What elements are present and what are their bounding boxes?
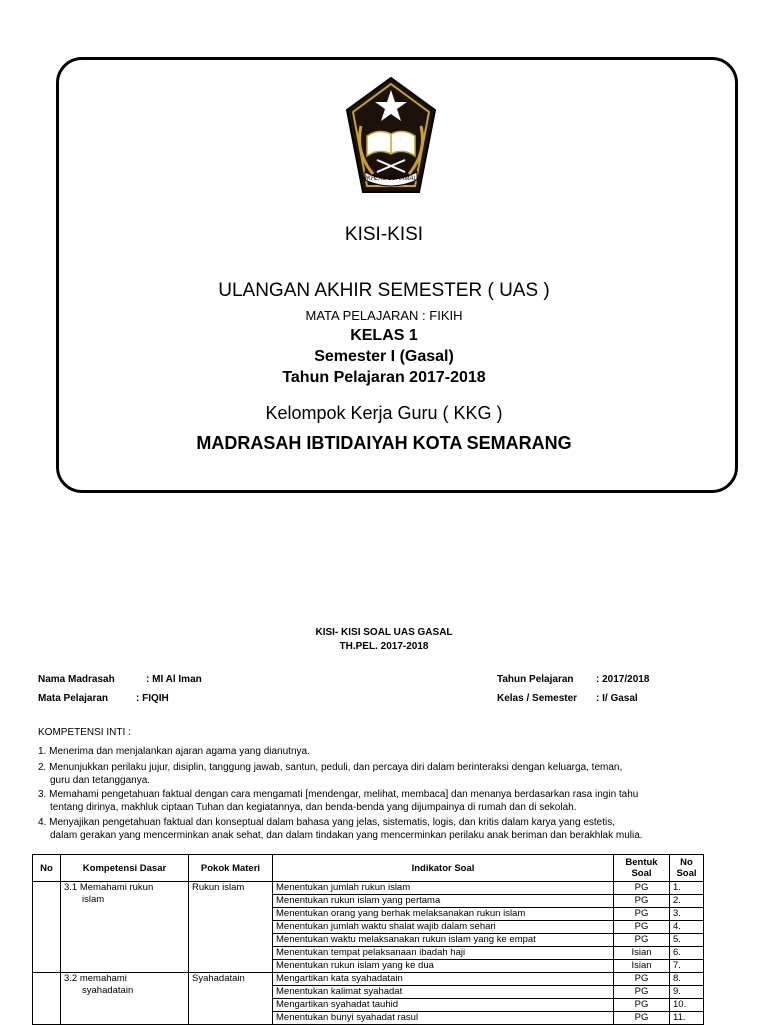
table-row	[33, 973, 704, 986]
bentuk-cell: PG	[614, 1012, 670, 1025]
bentuk-cell: PG	[614, 986, 670, 999]
table-header-row	[33, 855, 704, 882]
kd-cell: 3.1 Memahami rukun islam	[61, 882, 189, 973]
nosoal-cell: 2.	[670, 895, 704, 908]
row-no-cell	[33, 973, 61, 1025]
nosoal-cell: 4.	[670, 921, 704, 934]
ministry-emblem	[343, 74, 439, 194]
emblem-motto: IKHLAS BERAMAL	[365, 176, 417, 182]
kisi-table	[32, 854, 704, 1025]
cover-subject: MATA PELAJARAN : FIKIH	[305, 308, 463, 323]
indikator-cell: Menentukan kalimat syahadat	[273, 986, 614, 999]
cover-title: KISI-KISI	[344, 224, 424, 245]
col-no: No	[33, 855, 61, 882]
bentuk-cell: PG	[614, 921, 670, 934]
ki-heading: KOMPETENSI INTI :	[38, 727, 131, 738]
cover-school: MADRASAH IBTIDAIYAH KOTA SEMARANG	[196, 433, 572, 453]
year-value: : 2017/2018	[596, 674, 650, 685]
indikator-cell: Mengartikan syahadat tauhid	[273, 999, 614, 1012]
bentuk-cell: Isian	[614, 947, 670, 960]
ki-item: 4. Menyajikan pengetahuan faktual dan konseptual dalam bahasa yang jelas, sistematis, logis, dan kritis dalam karya yang estetis, dalam gerakan yang mencerminkan anak sehat, dan dalam tindakan yang mencerminkan perilaku anak beriman dan berakhlak mulia.	[38, 817, 643, 841]
madrasah-value: : MI Al Iman	[146, 674, 202, 685]
class-value: : I/ Gasal	[596, 693, 638, 704]
cover-class: KELAS 1	[350, 327, 418, 344]
bentuk-cell: PG	[614, 895, 670, 908]
madrasah-label: Nama Madrasah	[38, 674, 115, 685]
class-label: Kelas / Semester	[497, 693, 578, 704]
indikator-cell: Menentukan jumlah waktu shalat wajib dalam sehari	[273, 921, 614, 934]
nosoal-cell: 9.	[670, 986, 704, 999]
cover-group: Kelompok Kerja Guru ( KKG )	[265, 403, 503, 423]
bentuk-cell: PG	[614, 999, 670, 1012]
bentuk-cell: Isian	[614, 960, 670, 973]
nosoal-cell: 7.	[670, 960, 704, 973]
ki-item: 1. Menerima dan menjalankan ajaran agama yang dianutnya.	[38, 746, 310, 757]
col-bentuk-soal: Bentuk Soal	[614, 855, 670, 882]
year-label: Tahun Pelajaran	[497, 674, 574, 685]
sheet-title: KISI- KISI SOAL UAS GASAL	[315, 627, 453, 638]
col-pokok-materi: Pokok Materi	[189, 855, 273, 882]
indikator-cell: Menentukan rukun islam yang ke dua	[273, 960, 614, 973]
sheet-subtitle: TH.PEL. 2017-2018	[339, 641, 429, 652]
indikator-cell: Menentukan bunyi syahadat rasul	[273, 1012, 614, 1025]
nosoal-cell: 8.	[670, 973, 704, 986]
pokok-cell: Rukun islam	[189, 882, 273, 973]
col-indikator: Indikator Soal	[273, 855, 614, 882]
nosoal-cell: 11.	[670, 1012, 704, 1025]
cover-semester: Semester I (Gasal)	[314, 348, 454, 365]
bentuk-cell: PG	[614, 934, 670, 947]
kd-cell: 3.2 memahami syahadatain	[61, 973, 189, 1025]
nosoal-cell: 6.	[670, 947, 704, 960]
nosoal-cell: 5.	[670, 934, 704, 947]
ki-item: 3. Memahami pengetahuan faktual dengan cara mengamati [mendengar, melihat, membaca] dan menanya berdasarkan rasa ingin tahu tentang dirinya, makhluk ciptaan Tuhan dan kegiatannya, dan benda-benda yang dijumpainya di rumah dan di sekolah.	[38, 789, 639, 813]
pokok-cell: Syahadatain	[189, 973, 273, 1025]
indikator-cell: Menentukan waktu melaksanakan rukun islam yang ke empat	[273, 934, 614, 947]
ki-item: 2. Menunjukkan perilaku jujur, disiplin, tanggung jawab, santun, peduli, dan percaya diri dalam berinteraksi dengan keluarga, teman, guru dan tetangganya.	[38, 762, 623, 786]
table-row	[33, 882, 704, 895]
col-kompetensi-dasar: Kompetensi Dasar	[61, 855, 189, 882]
bentuk-cell: PG	[614, 882, 670, 895]
indikator-cell: Menentukan rukun islam yang pertama	[273, 895, 614, 908]
cover-year: Tahun Pelajaran 2017-2018	[282, 369, 486, 386]
indikator-cell: Menentukan orang yang berhak melaksanakan rukun islam	[273, 908, 614, 921]
col-no-soal: No Soal	[670, 855, 704, 882]
bentuk-cell: PG	[614, 908, 670, 921]
cover-exam: ULANGAN AKHIR SEMESTER ( UAS )	[218, 280, 550, 301]
subject-value: : FIQIH	[136, 693, 169, 704]
row-no-cell	[33, 882, 61, 973]
indikator-cell: Menentukan jumlah rukun islam	[273, 882, 614, 895]
bentuk-cell: PG	[614, 973, 670, 986]
indikator-cell: Mengartikan kata syahadatain	[273, 973, 614, 986]
nosoal-cell: 10.	[670, 999, 704, 1012]
nosoal-cell: 3.	[670, 908, 704, 921]
indikator-cell: Menentukan tempat pelaksanaan ibadah haji	[273, 947, 614, 960]
nosoal-cell: 1.	[670, 882, 704, 895]
subject-label: Mata Pelajaran	[38, 693, 109, 704]
